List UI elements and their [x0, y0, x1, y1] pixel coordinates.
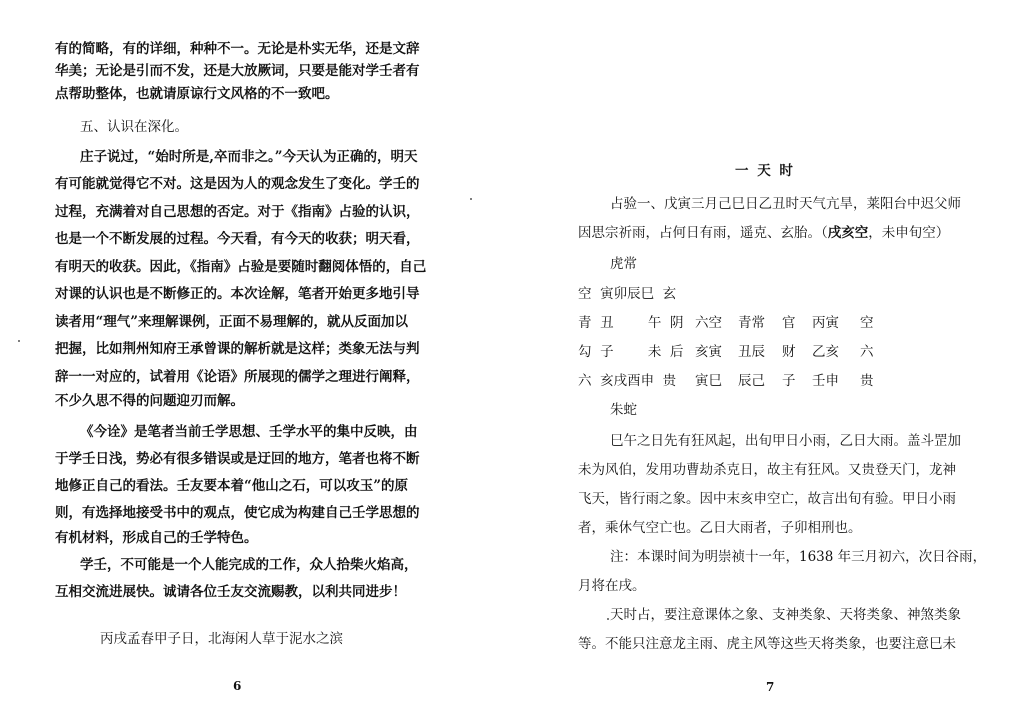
note-line: 月将在戌。 — [578, 578, 646, 594]
scan-speck — [470, 198, 472, 200]
note-line: 注：本课时间为明崇祯十一年，1638 年三月初六，次日谷雨， — [610, 549, 987, 565]
lesson-cell: 辰己 — [738, 373, 765, 389]
chart-row: 勾 子 未 后 — [578, 344, 684, 360]
scan-speck — [18, 340, 20, 342]
text-fragment: ，未申旬空） — [868, 225, 950, 241]
text-line: 占验一、戊寅三月己巳日乙丑时天气亢旱，莱阳台中迟父师 — [610, 196, 961, 212]
text-line: 有明天的收获。因此，《指南》占验是要随时翻阅体悟的，自己 — [55, 259, 427, 275]
text-line: 巳午之日先有狂风起，出旬甲日小雨，乙日大雨。盖斗罡加 — [610, 433, 961, 449]
lesson-cell: 丑辰 — [738, 344, 765, 360]
text-line — [578, 224, 949, 242]
text-line: 有的简略，有的详细，种种不一。无论是朴实无华，还是文辞 — [55, 41, 420, 57]
text-line: 有机材料，形成自己的壬学特色。 — [55, 530, 258, 546]
text-line: 对课的认识也是不断修正的。本次诠解，笔者开始更多地引导 — [55, 286, 420, 302]
text-line: 《今诠》是笔者当前壬学思想、壬学水平的集中反映，由 — [80, 424, 418, 440]
text-line: 飞天，皆行雨之象。因中末亥申空亡，故言出旬有验。甲日小雨 — [578, 491, 956, 507]
text-line: 也是一个不断发展的过程。今天看，有今天的收获；明天看， — [55, 231, 420, 247]
text-line: 者，乘休气空亡也。乙日大雨者，子卯相刑也。 — [578, 520, 862, 536]
lesson-cell: 官 — [782, 315, 796, 331]
lesson-cell: 寅巳 — [695, 373, 722, 389]
left-page — [0, 0, 490, 702]
page-number: 7 — [766, 680, 775, 694]
chart-row: 六 亥戌酉申 贵 — [578, 373, 677, 389]
lesson-cell: 亥寅 — [695, 344, 722, 360]
text-line: 不少久思不得的问题迎刃而解。 — [55, 393, 244, 409]
signature-line: 丙戌孟春甲子日，北海闲人草于泥水之滨 — [100, 631, 343, 647]
text-line: 把握，比如荆州知府王承曾课的解析就是这样；类象无法与判 — [55, 341, 420, 357]
chart-bottom-label: 朱蛇 — [610, 402, 637, 418]
right-page — [520, 0, 1013, 702]
lesson-cell: 财 — [782, 344, 796, 360]
lesson-cell: 空 — [860, 315, 874, 331]
lesson-cell: 乙亥 — [812, 344, 839, 360]
text-line: 有可能就觉得它不对。这是因为人的观念发生了变化。学壬的 — [55, 176, 420, 192]
lesson-cell: 六 — [860, 344, 874, 360]
text-line: 地修正自己的看法。壬友要本着“他山之石，可以攻玉”的原 — [55, 478, 409, 494]
chart-top-label: 虎常 — [610, 256, 637, 272]
text-line: 未为风伯，发用功曹劫杀克日，故主有狂风。又贵登天门，龙神 — [578, 462, 956, 478]
text-line: 过程，充满着对自己思想的否定。对于《指南》占验的认识， — [55, 204, 420, 220]
text-line: 则，有选择地接受书中的观点，使它成为构建自己壬学思想的 — [55, 505, 420, 521]
scan-speck — [607, 618, 609, 620]
text-line: 学壬，不可能是一个人能完成的工作，众人拾柴火焰高， — [80, 557, 418, 573]
text-line: 点帮助整体，也就请原谅行文风格的不一致吧。 — [55, 86, 339, 102]
text-line: 互相交流进展快。诚请各位壬友交流赐教，以利共同进步！ — [55, 584, 406, 600]
lesson-cell: 丙寅 — [812, 315, 839, 331]
bold-fragment: 戌亥空 — [827, 225, 869, 241]
lesson-cell: 六空 — [695, 315, 722, 331]
section-heading: 一 天 时 — [735, 163, 795, 179]
text-line: 于学壬日浅，势必有很多错误或是迂回的地方，笔者也将不断 — [55, 451, 420, 467]
text-line: 读者用“理气”来理解课例，正面不易理解的，就从反面加以 — [55, 314, 409, 330]
page-number: 6 — [233, 679, 242, 693]
lesson-cell: 壬申 — [812, 373, 839, 389]
lesson-cell: 青常 — [738, 315, 765, 331]
text-line: 天时占，要注意课体之象、支神类象、天将类象、神煞类象 — [610, 607, 961, 623]
text-line: 辞一一对应的，试着用《论语》所展现的儒学之理进行阐释， — [55, 369, 420, 385]
chart-row: 青 丑 午 阴 — [578, 315, 684, 331]
chart-row: 空 寅卯辰巳 玄 — [578, 286, 677, 302]
text-line: 等。不能只注意龙主雨、虎主风等这些天将类象，也要注意巳未 — [578, 636, 956, 652]
text-fragment: 因思宗祈雨，占何日有雨，遥克、玄胎。（ — [578, 225, 828, 241]
lesson-cell: 贵 — [860, 373, 874, 389]
lesson-cell: 子 — [782, 373, 796, 389]
section-heading: 五、认识在深化。 — [80, 119, 188, 135]
text-line: 华美；无论是引而不发，还是大放厥词，只要是能对学壬者有 — [55, 63, 420, 79]
text-line: 庄子说过，“始时所是,卒而非之。”今天认为正确的，明天 — [80, 149, 418, 165]
